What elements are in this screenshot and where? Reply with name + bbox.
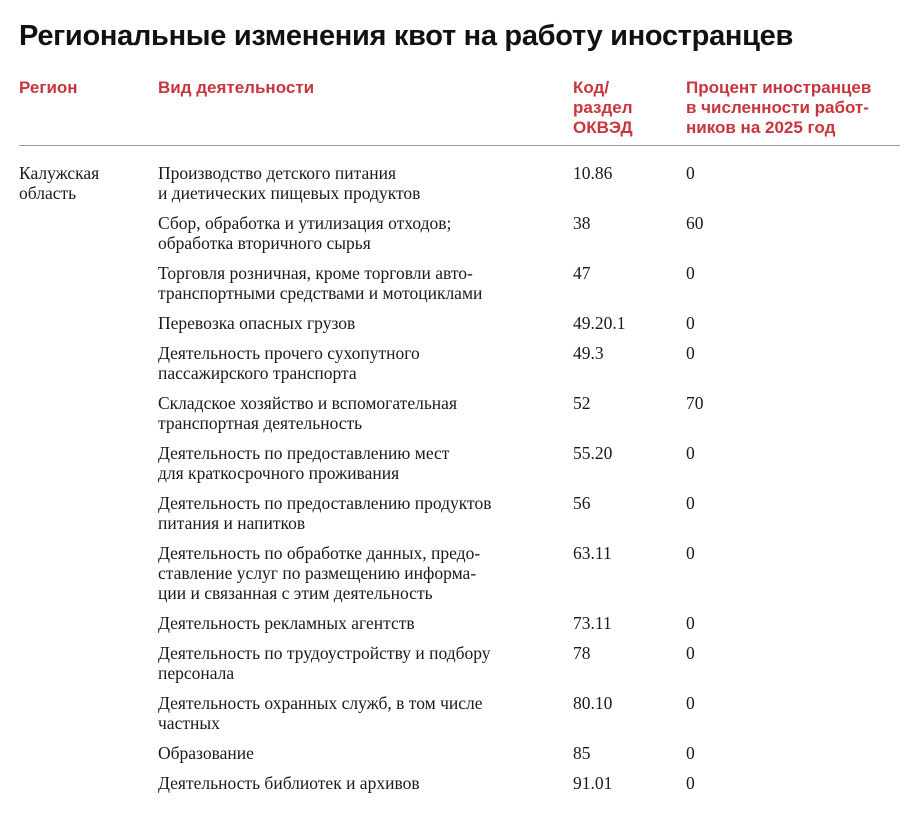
activity-line: ставление услуг по размещению информа- (158, 563, 477, 583)
activity-line: Деятельность по обработке данных, предо- (158, 543, 481, 563)
code-cell: 10.86 (573, 163, 613, 183)
code-cell: 73.11 (573, 613, 612, 633)
percent-cell: 0 (686, 443, 695, 463)
header-code-line: Код/ (573, 78, 610, 97)
activity-line: Деятельность по предоставлению продуктов (158, 493, 492, 513)
percent-cell: 0 (686, 493, 695, 513)
code-cell: 56 (573, 493, 591, 513)
code-cell: 91.01 (573, 773, 613, 793)
code-cell: 49.3 (573, 343, 604, 363)
activity-cell (158, 163, 420, 203)
activity-line: Торговля розничная, кроме торговли авто- (158, 263, 473, 283)
header-divider (19, 145, 900, 146)
activity-cell (158, 493, 491, 533)
activity-cell (158, 743, 254, 763)
activity-line: для краткосрочного проживания (158, 463, 400, 483)
header-percent-line: ников на 2025 год (686, 118, 836, 137)
percent-cell: 0 (686, 693, 695, 713)
code-cell: 52 (573, 393, 591, 413)
percent-cell: 0 (686, 163, 695, 183)
header-percent (686, 78, 921, 138)
header-region: Регион (19, 78, 78, 97)
activity-line: ции и связанная с этим деятельность (158, 583, 433, 603)
percent-cell: 70 (686, 393, 704, 413)
activity-cell (158, 213, 451, 253)
activity-cell (158, 343, 420, 383)
percent-cell: 0 (686, 263, 695, 283)
activity-line: Деятельность охранных служб, в том числе (158, 693, 483, 713)
percent-cell: 0 (686, 543, 695, 563)
activity-cell (158, 693, 483, 733)
activity-line: пассажирского транспорта (158, 363, 357, 383)
header-code (573, 78, 633, 138)
activity-line: Образование (158, 743, 254, 763)
activity-cell (158, 443, 449, 483)
code-cell: 38 (573, 213, 591, 233)
code-cell: 80.10 (573, 693, 613, 713)
activity-line: транспортная деятельность (158, 413, 363, 433)
header-activity: Вид деятельности (158, 78, 315, 97)
percent-cell: 0 (686, 773, 695, 793)
header-code-line: раздел (573, 98, 633, 117)
region-line: Калужская (19, 163, 100, 183)
activity-line: Деятельность по трудоустройству и подбору (158, 643, 491, 663)
percent-cell: 0 (686, 313, 695, 333)
activity-cell (158, 643, 491, 683)
code-cell: 85 (573, 743, 591, 763)
code-cell: 63.11 (573, 543, 612, 563)
page-title: Региональные изменения квот на работу иностранцев (19, 20, 794, 52)
activity-cell (158, 263, 482, 303)
activity-line: Деятельность рекламных агентств (158, 613, 415, 633)
code-cell: 78 (573, 643, 591, 663)
percent-cell: 0 (686, 643, 695, 663)
activity-line: и диетических пищевых продуктов (158, 183, 421, 203)
header-code-line: ОКВЭД (573, 118, 633, 137)
activity-line: Деятельность библиотек и архивов (158, 773, 420, 793)
percent-cell: 0 (686, 613, 695, 633)
activity-cell (158, 773, 420, 793)
activity-line: обработка вторичного сырья (158, 233, 371, 253)
activity-line: транспортными средствами и мотоциклами (158, 283, 483, 303)
activity-line: Складское хозяйство и вспомогательная (158, 393, 457, 413)
percent-cell: 0 (686, 743, 695, 763)
code-cell: 55.20 (573, 443, 613, 463)
percent-cell: 60 (686, 213, 704, 233)
activity-cell (158, 313, 355, 333)
activity-line: Деятельность прочего сухопутного (158, 343, 420, 363)
code-cell: 47 (573, 263, 591, 283)
activity-line: Перевозка опасных грузов (158, 313, 356, 333)
region-cell (19, 163, 99, 203)
percent-cell: 0 (686, 343, 695, 363)
activity-line: питания и напитков (158, 513, 306, 533)
region-line: область (19, 183, 77, 203)
header-percent-line: в численности работ- (686, 98, 869, 117)
activity-cell (158, 613, 415, 633)
activity-line: Деятельность по предоставлению мест (158, 443, 450, 463)
activity-line: персонала (158, 663, 235, 683)
header-percent-line: Процент иностранцев (686, 78, 872, 97)
activity-line: Производство детского питания (158, 163, 397, 183)
activity-line: частных (158, 713, 220, 733)
activity-cell (158, 393, 457, 433)
code-cell: 49.20.1 (573, 313, 626, 333)
activity-line: Сбор, обработка и утилизация отходов; (158, 213, 452, 233)
activity-cell (158, 543, 480, 603)
